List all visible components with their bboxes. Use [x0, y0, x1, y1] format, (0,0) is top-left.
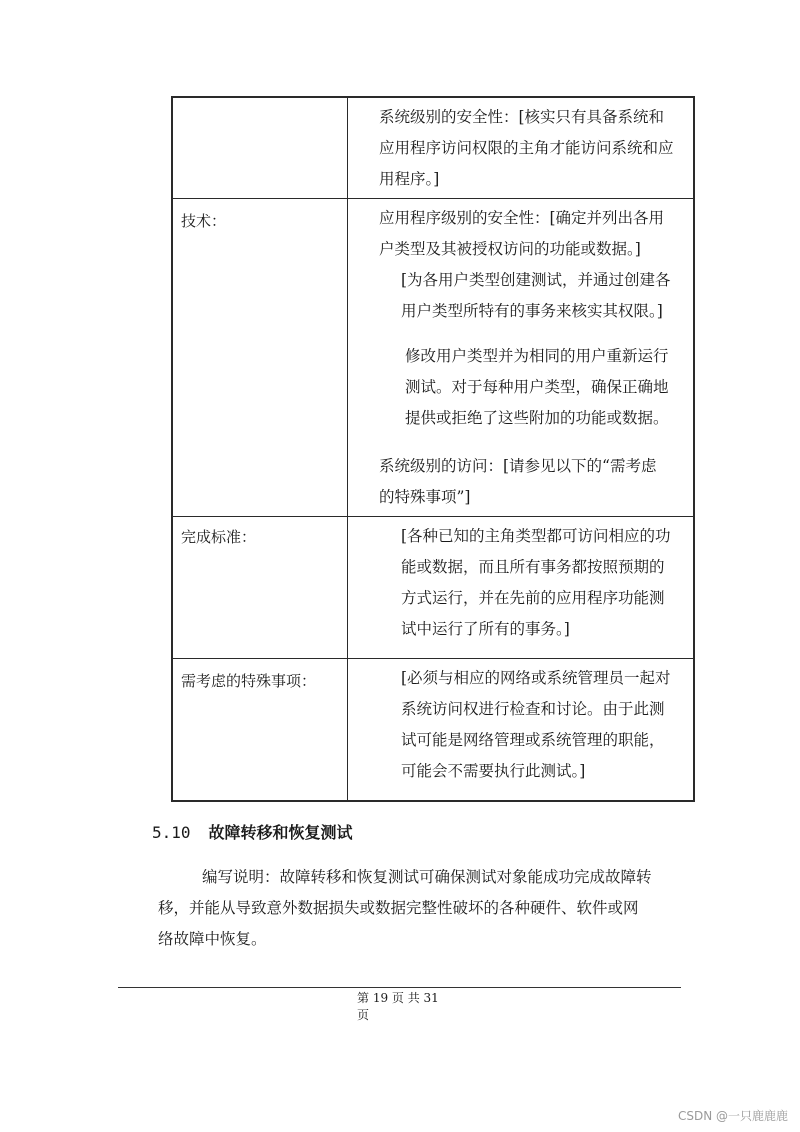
text-line: 户类型及其被授权访问的功能或数据。] — [379, 240, 641, 258]
text-line: [为各用户类型创建测试，并通过创建各 — [401, 271, 671, 289]
text-line: 试可能是网络管理或系统管理的职能， — [401, 731, 665, 749]
column-divider — [347, 199, 348, 517]
test-criteria-table — [171, 96, 695, 802]
body-paragraph — [158, 862, 652, 955]
column-divider — [347, 659, 348, 801]
text-line: 方式运行，并在先前的应用程序功能测 — [401, 589, 665, 607]
text-line: 试中运行了所有的事务。] — [401, 620, 570, 638]
row-paragraph — [379, 203, 664, 265]
text-line: 可能会不需要执行此测试。] — [401, 762, 586, 780]
row-paragraph — [379, 451, 656, 513]
text-line: 应用程序访问权限的主角才能访问系统和应 — [379, 139, 674, 157]
table-row — [173, 198, 693, 517]
row-paragraph — [401, 265, 671, 327]
watermark: CSDN @一只鹿鹿鹿 — [677, 1109, 788, 1123]
section-heading — [152, 820, 353, 843]
table-row — [173, 658, 693, 801]
text-line: 用户类型所特有的事务来核实其权限。] — [401, 302, 663, 320]
text-line: [各种已知的主角类型都可访问相应的功 — [401, 527, 671, 545]
section-number: 5.10 — [152, 823, 191, 842]
text-line: 络故障中恢复。 — [158, 930, 267, 948]
text-line: [必须与相应的网络或系统管理员一起对 — [401, 669, 671, 687]
row-paragraph — [401, 521, 671, 645]
footer-divider — [118, 987, 681, 988]
section-title: 故障转移和恢复测试 — [208, 823, 353, 842]
row-paragraph — [405, 341, 669, 434]
text-line: 测试。对于每种用户类型，确保正确地 — [405, 378, 669, 396]
row-paragraph — [379, 102, 674, 195]
text-line: 修改用户类型并为相同的用户重新运行 — [405, 347, 669, 365]
text-line: 提供或拒绝了这些附加的功能或数据。 — [405, 409, 669, 427]
row-label: 技术： — [181, 212, 227, 230]
page-number-suffix: 页 — [357, 1008, 370, 1022]
text-line: 的特殊事项”] — [379, 488, 471, 506]
text-line: 系统访问权进行检查和讨论。由于此测 — [401, 700, 665, 718]
text-line: 系统级别的访问：[请参见以下的“需考虑 — [379, 457, 657, 475]
column-divider — [347, 517, 348, 659]
row-paragraph — [401, 663, 671, 787]
text-line: 应用程序级别的安全性：[确定并列出各用 — [379, 209, 665, 227]
table-row — [173, 98, 693, 198]
column-divider — [347, 98, 348, 198]
row-label: 完成标准： — [181, 528, 257, 546]
text-line: 编写说明：故障转移和恢复测试可确保测试对象能成功完成故障转 — [202, 868, 652, 886]
text-line: 用程序。] — [379, 170, 440, 188]
text-line: 移，并能从导致意外数据损失或数据完整性破坏的各种硬件、软件或网 — [158, 899, 639, 917]
table-row — [173, 516, 693, 659]
text-line: 能或数据，而且所有事务都按照预期的 — [401, 558, 665, 576]
row-label: 需考虑的特殊事项： — [181, 672, 317, 690]
text-line: 系统级别的安全性：[核实只有具备系统和 — [379, 108, 665, 126]
page-number: 第 19 页 共 31 — [357, 991, 439, 1005]
